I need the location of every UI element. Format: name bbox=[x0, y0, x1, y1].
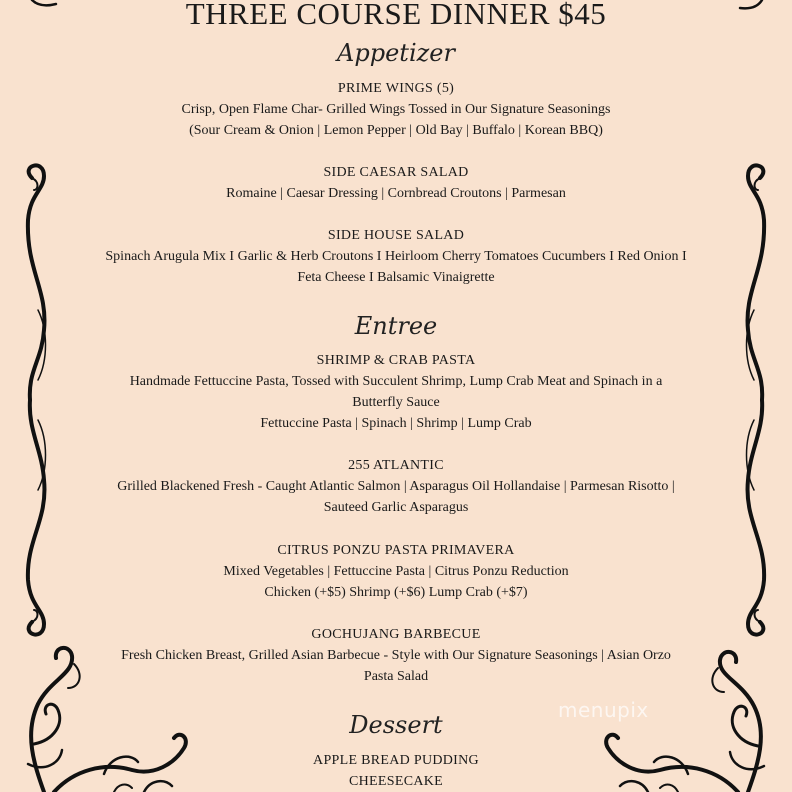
right-border-scroll-icon bbox=[738, 160, 774, 640]
item-desc-shrimp-crab-pasta-2: Butterfly Sauce bbox=[352, 395, 440, 410]
dessert-heading: Dessert bbox=[349, 711, 443, 739]
bottom-right-floral-corner-icon bbox=[588, 650, 778, 792]
item-name-shrimp-crab-pasta: SHRIMP & CRAB PASTA bbox=[316, 353, 476, 368]
item-name-255-atlantic: 255 ATLANTIC bbox=[348, 458, 444, 473]
item-name-apple-bread-pudding: APPLE BREAD PUDDING bbox=[313, 753, 479, 768]
item-desc-gochujang-2: Pasta Salad bbox=[363, 669, 429, 684]
left-border-scroll-icon bbox=[18, 160, 54, 640]
item-name-side-caesar-salad: SIDE CAESAR SALAD bbox=[323, 165, 469, 180]
item-desc-shrimp-crab-pasta-3: Fettuccine Pasta | Spinach | Shrimp | Lump Crab bbox=[260, 416, 532, 431]
item-desc-citrus-ponzu-2: Chicken (+$5) Shrimp (+$6) Lump Crab (+$7) bbox=[264, 585, 528, 600]
bottom-left-floral-corner-icon bbox=[14, 644, 204, 792]
item-desc-shrimp-crab-pasta-1: Handmade Fettuccine Pasta, Tossed with Succulent Shrimp, Lump Crab Meat and Spinach in a bbox=[129, 374, 663, 389]
entree-heading: Entree bbox=[354, 312, 438, 340]
item-desc-gochujang-1: Fresh Chicken Breast, Grilled Asian Barbecue - Style with Our Signature Seasonings | Asian Orzo bbox=[121, 648, 671, 663]
top-right-flourish-icon bbox=[736, 0, 766, 14]
watermark-logo: menupix bbox=[558, 698, 649, 722]
item-desc-side-house-salad-1: Spinach Arugula Mix I Garlic & Herb Croutons I Heirloom Cherry Tomatoes Cucumbers I Red Onion I bbox=[105, 249, 687, 264]
item-name-gochujang-barbecue: GOCHUJANG BARBECUE bbox=[311, 627, 481, 642]
item-desc-255-atlantic-2: Sauteed Garlic Asparagus bbox=[323, 500, 469, 515]
item-name-cheesecake: CHEESECAKE bbox=[349, 774, 443, 789]
item-desc-255-atlantic-1: Grilled Blackened Fresh - Caught Atlantic Salmon | Asparagus Oil Hollandaise | Parmesan Risotto | bbox=[117, 479, 675, 494]
item-desc-citrus-ponzu-1: Mixed Vegetables | Fettuccine Pasta | Citrus Ponzu Reduction bbox=[223, 564, 569, 579]
top-left-flourish-icon bbox=[30, 0, 60, 10]
item-desc-side-house-salad-2: Feta Cheese I Balsamic Vinaigrette bbox=[297, 270, 495, 285]
item-desc-prime-wings-1: Crisp, Open Flame Char- Grilled Wings Tossed in Our Signature Seasonings bbox=[181, 102, 611, 117]
appetizer-heading: Appetizer bbox=[337, 39, 455, 67]
item-name-side-house-salad: SIDE HOUSE SALAD bbox=[327, 228, 465, 243]
item-name-prime-wings: PRIME WINGS (5) bbox=[337, 81, 455, 96]
item-desc-side-caesar-salad: Romaine | Caesar Dressing | Cornbread Croutons | Parmesan bbox=[226, 186, 566, 201]
menu-title: THREE COURSE DINNER $45 bbox=[185, 0, 607, 31]
item-name-citrus-ponzu-pasta-primavera: CITRUS PONZU PASTA PRIMAVERA bbox=[277, 543, 515, 558]
item-desc-prime-wings-2: (Sour Cream & Onion | Lemon Pepper | Old Bay | Buffalo | Korean BBQ) bbox=[189, 123, 603, 138]
